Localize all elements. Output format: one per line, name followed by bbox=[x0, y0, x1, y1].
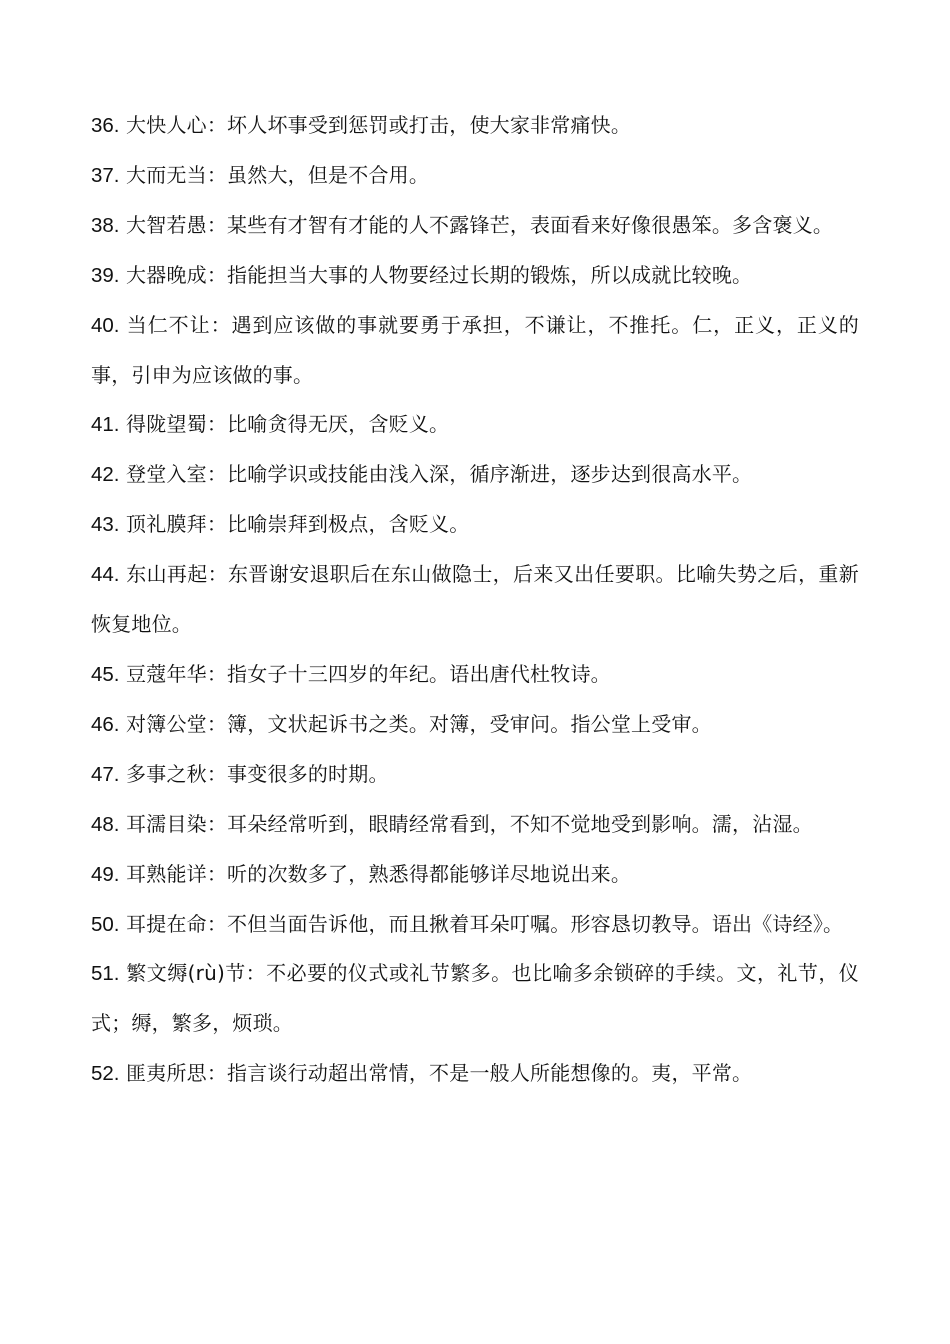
entry-text: 大智若愚：某些有才智有才能的人不露锋芒，表面看来好像很愚笨。多含褒义。 bbox=[119, 212, 834, 237]
entry-number: 42. bbox=[91, 463, 120, 487]
idiom-entry-49 bbox=[91, 850, 859, 900]
idiom-entry-38 bbox=[91, 201, 859, 251]
entry-number: 46. bbox=[91, 712, 120, 736]
entry-number: 37. bbox=[91, 163, 120, 187]
entry-text: 繁文缛(rù)节：不必要的仪式或礼节繁多。也比喻多余锁碎的手续。文，礼节，仪式；缛，繁多，烦琐。 bbox=[91, 961, 859, 1036]
entry-text: 匪夷所思：指言谈行动超出常情，不是一般人所能想像的。夷，平常。 bbox=[119, 1061, 753, 1086]
idiom-entry-42 bbox=[91, 450, 859, 500]
idiom-entry-45 bbox=[91, 650, 859, 700]
entry-text: 耳濡目染：耳朵经常听到，眼睛经常看到，不知不觉地受到影响。濡，沾湿。 bbox=[119, 811, 813, 836]
entry-number: 39. bbox=[91, 263, 120, 287]
entry-number: 41. bbox=[91, 413, 120, 437]
idiom-entry-41 bbox=[91, 400, 859, 450]
idiom-entry-37 bbox=[91, 151, 859, 201]
idiom-entry-40 bbox=[91, 301, 859, 401]
idiom-entry-39 bbox=[91, 251, 859, 301]
entry-text: 大快人心：坏人坏事受到惩罚或打击，使大家非常痛快。 bbox=[119, 113, 632, 137]
idiom-entry-43 bbox=[91, 500, 859, 550]
document-page bbox=[91, 101, 859, 1099]
entry-text: 得陇望蜀：比喻贪得无厌，含贬义。 bbox=[119, 412, 450, 437]
entry-number: 43. bbox=[91, 513, 120, 537]
idiom-entry-36 bbox=[91, 101, 859, 151]
idiom-entry-48 bbox=[91, 800, 859, 850]
entry-number: 44. bbox=[91, 563, 120, 587]
entry-text: 耳熟能详：听的次数多了，熟悉得都能够详尽地说出来。 bbox=[119, 861, 632, 886]
entry-text: 大而无当：虽然大，但是不合用。 bbox=[119, 162, 430, 187]
entry-number: 40. bbox=[91, 313, 120, 337]
entry-text: 多事之秋：事变很多的时期。 bbox=[119, 761, 389, 786]
idiom-entry-51 bbox=[91, 949, 859, 1049]
idiom-entry-44 bbox=[91, 550, 859, 650]
entry-number: 45. bbox=[91, 662, 120, 686]
entry-number: 48. bbox=[91, 812, 120, 836]
idiom-entry-47 bbox=[91, 750, 859, 800]
entry-number: 47. bbox=[91, 762, 120, 786]
entry-text: 登堂入室：比喻学识或技能由浅入深，循序渐进，逐步达到很高水平。 bbox=[119, 462, 753, 487]
entry-number: 38. bbox=[91, 213, 120, 237]
entry-number: 36. bbox=[91, 114, 120, 137]
idiom-entry-52 bbox=[91, 1049, 859, 1099]
entry-text: 顶礼膜拜：比喻崇拜到极点，含贬义。 bbox=[119, 512, 470, 537]
entry-number: 51. bbox=[91, 962, 120, 986]
entry-number: 49. bbox=[91, 862, 120, 886]
entry-text: 大器晚成：指能担当大事的人物要经过长期的锻炼，所以成就比较晚。 bbox=[119, 262, 753, 287]
entry-number: 52. bbox=[91, 1062, 120, 1086]
idiom-entry-46 bbox=[91, 700, 859, 750]
entry-text: 东山再起：东晋谢安退职后在东山做隐士，后来又出任要职。比喻失势之后，重新恢复地位。 bbox=[91, 562, 859, 637]
idiom-entry-50 bbox=[91, 900, 859, 950]
entry-text: 豆蔻年华：指女子十三四岁的年纪。语出唐代杜牧诗。 bbox=[119, 661, 611, 686]
entry-text: 对簿公堂：簿，文状起诉书之类。对簿，受审问。指公堂上受审。 bbox=[119, 711, 712, 736]
entry-text: 耳提在命：不但当面告诉他，而且揪着耳朵叮嘱。形容恳切教导。语出《诗经》。 bbox=[119, 911, 844, 936]
entry-text: 当仁不让：遇到应该做的事就要勇于承担，不谦让，不推托。仁，正义，正义的事，引申为应该做的事。 bbox=[91, 312, 859, 387]
entry-number: 50. bbox=[91, 912, 120, 936]
